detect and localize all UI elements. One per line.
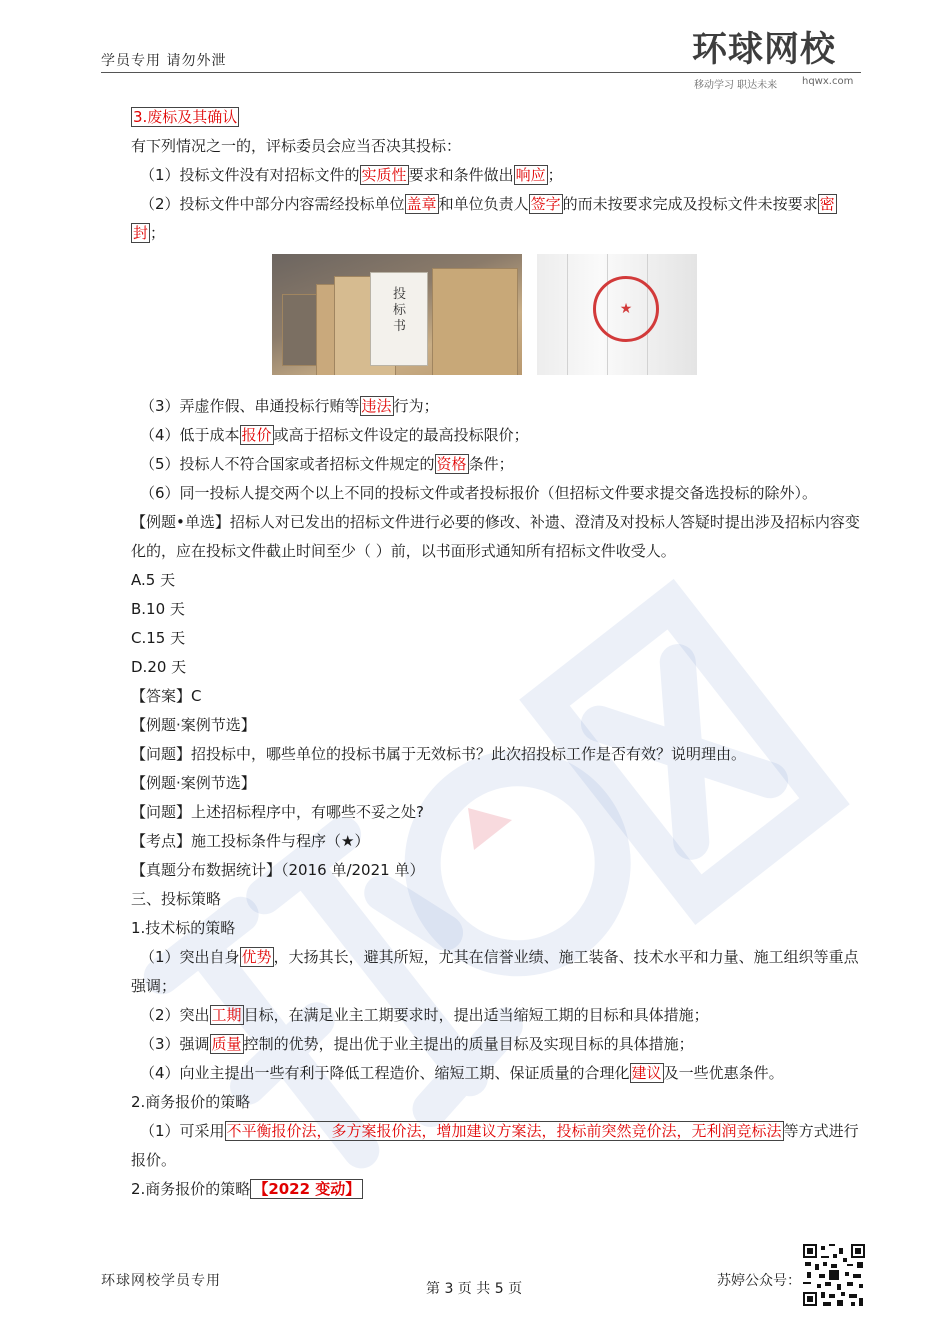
keyword-box: 建议 [631, 1064, 662, 1082]
keyword-box: 报价 [241, 426, 272, 444]
subsection-1-heading: 1.技术标的策略 [131, 919, 236, 937]
change-tag: 【2022 变动】 [250, 1179, 363, 1199]
document-body [131, 103, 869, 1204]
strategy-1: （1）突出自身 优势 ，大扬其长，避其所短，尤其在信誉业绩、施工装备、技术水平和力量、施工组织等重点强调； [131, 948, 859, 995]
option-d: D.20 天 [131, 658, 187, 676]
bid-documents-photo [272, 254, 522, 375]
option-a: A.5 天 [131, 571, 176, 589]
footer-right: 苏婷公众号： [717, 1273, 801, 1289]
keyword-box: 优势 [241, 948, 272, 966]
case-2-question: 【问题】上述招标程序中，有哪些不妥之处? [131, 803, 424, 821]
item-2-cont: 封 ； [133, 224, 166, 242]
keyword-box: 违法 [361, 397, 392, 415]
kaodian: 【考点】施工投标条件与程序（★） [131, 832, 370, 850]
exam-stats: 【真题分布数据统计】（2016 单/2021 单） [131, 861, 425, 879]
item-2: （2）投标文件中部分内容需经投标单位 盖章 和单位负责人 签字 的而未按要求完成及投标文件未按要求 密 [140, 195, 835, 213]
keyword-box: 响应 [515, 166, 546, 184]
keyword-box: 签字 [530, 195, 561, 213]
item-5: （5）投标人不符合国家或者招标文件规定的 资格 条件； [140, 455, 514, 473]
item-6: （6）同一投标人提交两个以上不同的投标文件或者投标报价（但招标文件要求提交备选投标的除外）。 [140, 484, 818, 502]
keyword-box: 不平衡报价法，多方案报价法，增加建议方案法，投标前突然竞价法，无利润竞标法 [226, 1122, 782, 1140]
business-strategy-1: （1）可采用 不平衡报价法，多方案报价法，增加建议方案法，投标前突然竞价法，无利润竞标法 等方式进行报价。 [131, 1122, 859, 1169]
page-number: 第 3 页 共 5 页 [426, 1281, 523, 1297]
keyword-box: 盖章 [406, 195, 437, 213]
header-restriction-text: 学员专用 请勿外泄 [101, 53, 227, 69]
option-b: B.10 天 [131, 600, 185, 618]
footer-left: 环球网校学员专用 [101, 1273, 221, 1289]
keyword-box: 实质性 [361, 166, 407, 184]
item-3: （3）弄虚作假、串通投标行贿等 违法 行为； [140, 397, 439, 415]
section-heading: 3.废标及其确认 [133, 108, 238, 126]
strategy-3: （3）强调 质量 控制的优势，提出优于业主提出的质量目标及实现目标的具体措施； [140, 1035, 694, 1053]
keyword-box: 封 [133, 224, 149, 242]
example-question: 【例题•单选】招标人对已发出的招标文件进行必要的修改、补遗、澄清及对投标人答疑时提出涉及招标内容变化的，应在投标文件截止时间至少（ ）前，以书面形式通知所有招标文件收受人。 [131, 513, 860, 560]
case-1-title: 【例题·案例节选】 [131, 716, 256, 734]
keyword-box: 工期 [211, 1006, 242, 1024]
option-c: C.15 天 [131, 629, 186, 647]
keyword-box: 资格 [436, 455, 467, 473]
case-1-question: 【问题】招投标中，哪些单位的投标书属于无效标书？此次招投标工作是否有效？说明理由。 [131, 745, 747, 763]
keyword-box: 质量 [211, 1035, 242, 1053]
brand-logo [692, 30, 867, 92]
subsection-3-heading: 2.商务报价的策略 【2022 变动】 [131, 1175, 869, 1204]
logo-slogan: 移动学习 职达未来 [694, 80, 778, 91]
item-1: （1）投标文件没有对招标文件的 实质性 要求和条件做出 响应 ； [140, 166, 563, 184]
logo-url: hqwx.com [802, 76, 854, 87]
sealed-envelope-photo: ★ [537, 254, 697, 375]
logo-title: 环球网校 [692, 30, 837, 70]
section-3-heading: 三、投标策略 [131, 890, 222, 908]
subsection-2-heading: 2.商务报价的策略 [131, 1093, 251, 1111]
bid-document-label: 投标书 [393, 287, 407, 334]
case-2-title: 【例题·案例节选】 [131, 774, 256, 792]
qr-code-icon [803, 1244, 865, 1306]
strategy-2: （2）突出 工期 目标，在满足业主工期要求时，提出适当缩短工期的目标和具体措施； [140, 1006, 709, 1024]
answer: 【答案】C [131, 687, 202, 705]
strategy-4: （4）向业主提出一些有利于降低工程造价、缩短工期、保证质量的合理化 建议 及一些优惠条件。 [140, 1064, 784, 1082]
photo-row [131, 254, 869, 390]
bid-document-cover [370, 272, 428, 366]
intro-text: 有下列情况之一的，评标委员会应当否决其投标： [131, 137, 462, 155]
keyword-box: 密 [819, 195, 835, 213]
item-4: （4）低于成本 报价 或高于招标文件设定的最高投标限价； [140, 426, 529, 444]
